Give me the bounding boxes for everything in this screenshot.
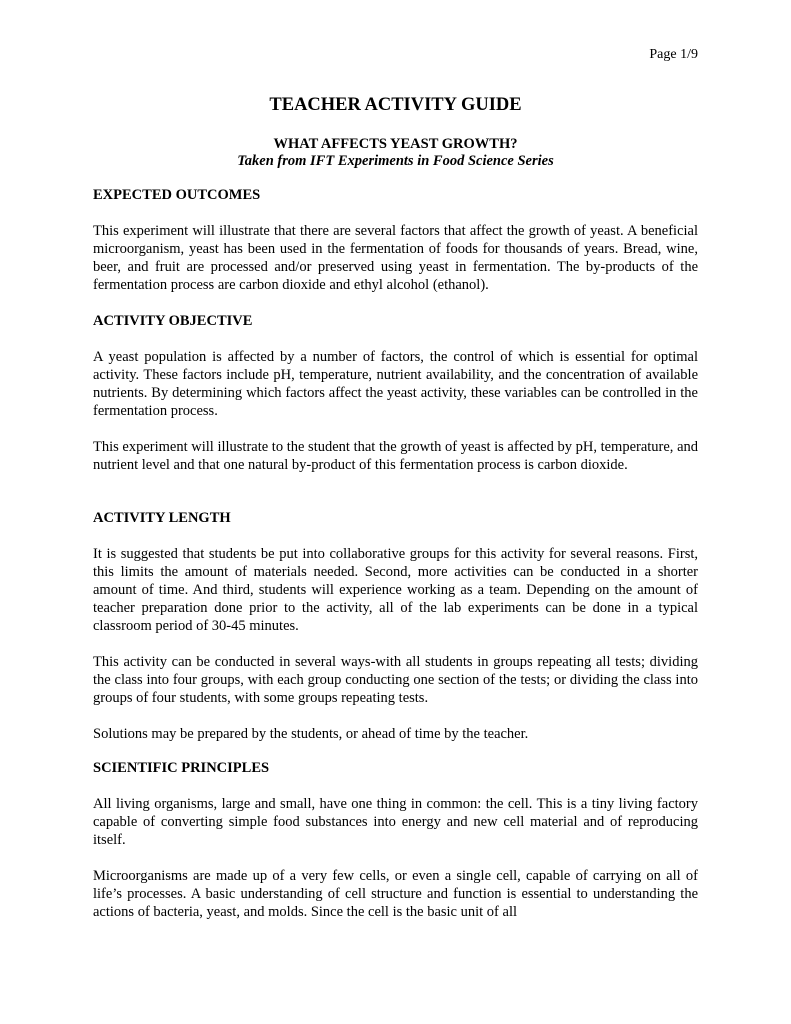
paragraph-scientific-principles-1: All living organisms, large and small, have one thing in common: the cell. This is a tiny living factory capable of converting simple food substances into energy and new cell material and of reproducing itself. bbox=[93, 796, 698, 848]
paragraph-expected-outcomes-1: This experiment will illustrate that there are several factors that affect the growth of yeast. A beneficial microorganism, yeast has been used in the fermentation of foods for thousands of years. Bread, wine, beer, and fruit are processed and/or preserved using yeast in fermentation. The by-products of the fermentation process are carbon dioxide and ethyl alcohol (ethanol). bbox=[93, 223, 698, 293]
heading-activity-objective: ACTIVITY OBJECTIVE bbox=[93, 313, 253, 329]
page-number: Page 1/9 bbox=[649, 47, 698, 62]
paragraph-activity-length-1: It is suggested that students be put into collaborative groups for this activity for several reasons. First, this limits the amount of materials needed. Second, more activities can be conducted in a shorter amount of time. And third, students will experience working as a team. Depending on the amount of teacher preparation done prior to the activity, all of the lab experiments can be done in a typical classroom period of 30-45 minutes. bbox=[93, 546, 698, 634]
heading-scientific-principles: SCIENTIFIC PRINCIPLES bbox=[93, 760, 270, 776]
document-title: TEACHER ACTIVITY GUIDE bbox=[269, 95, 522, 115]
document-source: Taken from IFT Experiments in Food Science Series bbox=[237, 153, 554, 169]
heading-expected-outcomes: EXPECTED OUTCOMES bbox=[93, 187, 261, 203]
paragraph-activity-objective-1: A yeast population is affected by a number of factors, the control of which is essential for optimal activity. These factors include pH, temperature, nutrient availability, and the concentration of available nutrients. By determining which factors affect the yeast activity, these variables can be controlled in the fermentation process. bbox=[93, 349, 698, 419]
paragraph-activity-length-2: This activity can be conducted in several ways-with all students in groups repeating all tests; dividing the class into four groups, with each group conducting one section of the tests; or dividing the class into groups of four students, with some groups repeating tests. bbox=[93, 654, 698, 706]
document-subtitle: WHAT AFFECTS YEAST GROWTH? bbox=[273, 136, 518, 152]
paragraph-scientific-principles-2: Microorganisms are made up of a very few cells, or even a single cell, capable of carrying on all of life’s processes. A basic understanding of cell structure and function is essential to understanding the actions of bacteria, yeast, and molds. Since the cell is the basic unit of all bbox=[93, 868, 698, 920]
paragraph-activity-length-3: Solutions may be prepared by the students, or ahead of time by the teacher. bbox=[93, 726, 529, 742]
heading-activity-length: ACTIVITY LENGTH bbox=[93, 510, 231, 526]
paragraph-activity-objective-2: This experiment will illustrate to the student that the growth of yeast is affected by pH, temperature, and nutrient level and that one natural by-product of this fermentation process is carbon dioxide. bbox=[93, 439, 698, 473]
